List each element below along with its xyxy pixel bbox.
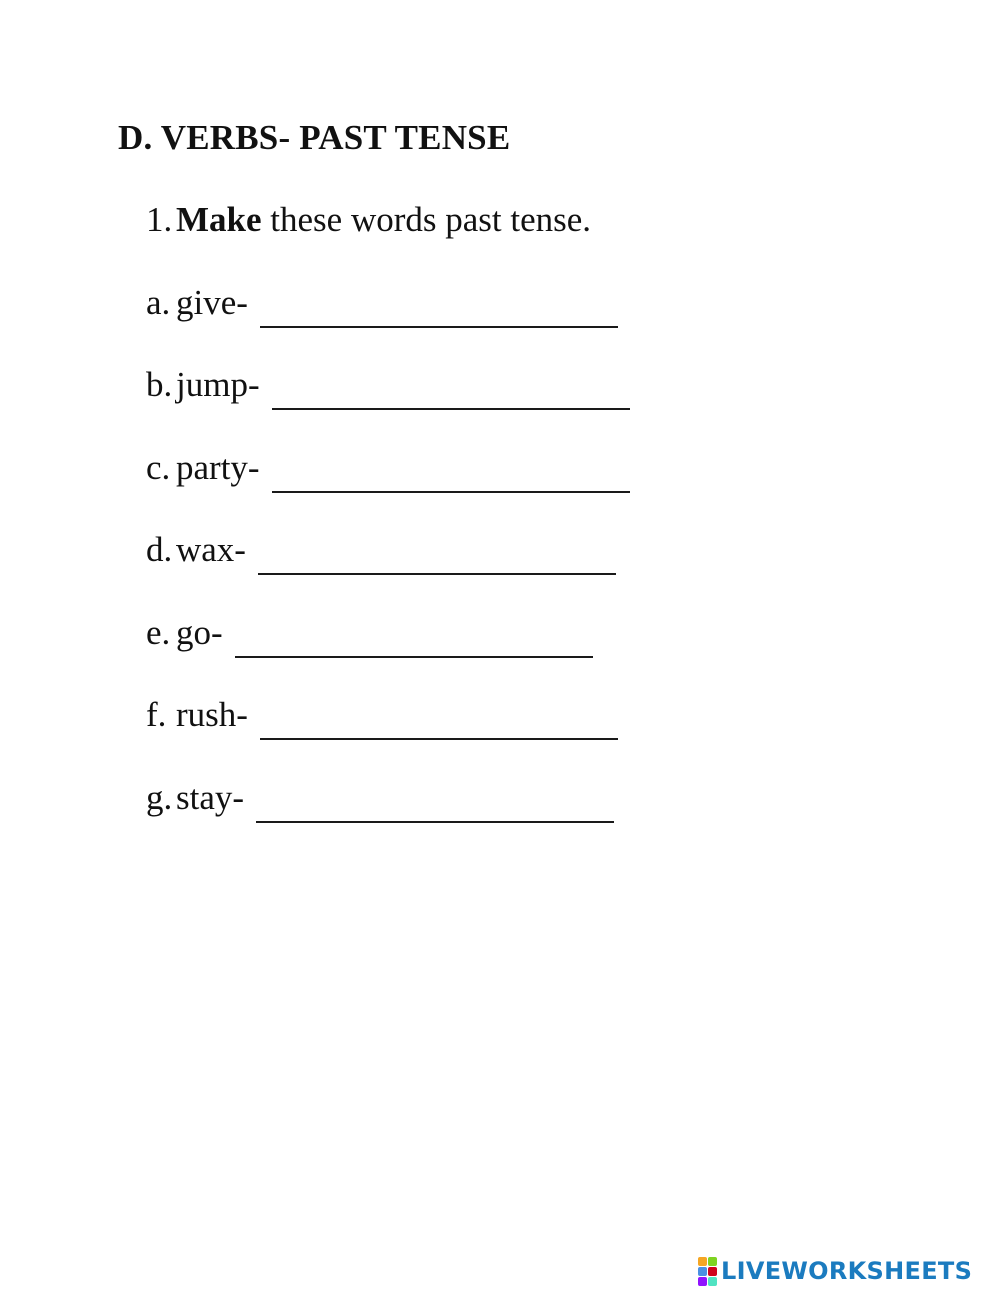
list-item: [146, 283, 618, 323]
logo-mark-cell: [708, 1267, 717, 1276]
logo-mark-cell: [708, 1277, 717, 1286]
section-title: D. VERBS- PAST TENSE: [118, 118, 511, 157]
answer-input[interactable]: [272, 461, 630, 493]
logo-mark-cell: [708, 1257, 717, 1266]
logo-mark-cell: [698, 1277, 707, 1286]
item-letter: d.: [146, 530, 173, 569]
answer-input[interactable]: [258, 543, 616, 575]
logo-text: LIVEWORKSHEETS: [721, 1257, 973, 1285]
list-item: [146, 448, 630, 488]
list-item: [146, 695, 618, 735]
item-word: wax-: [176, 530, 246, 569]
answer-input[interactable]: [260, 708, 618, 740]
logo-mark-cell: [698, 1267, 707, 1276]
item-word: party-: [176, 448, 260, 487]
answer-input[interactable]: [260, 296, 618, 328]
item-word: jump-: [176, 365, 260, 404]
item-letter: a.: [146, 283, 171, 322]
instruction-bold-word: Make: [176, 200, 262, 239]
logo-mark-cell: [698, 1257, 707, 1266]
list-item: [146, 530, 616, 570]
instruction: [146, 200, 591, 240]
item-word: stay-: [176, 778, 245, 817]
list-item: [146, 613, 593, 653]
item-letter: c.: [146, 448, 171, 487]
list-item: [146, 365, 630, 405]
item-letter: g.: [146, 778, 173, 817]
logo-mark-icon: [698, 1257, 717, 1286]
item-letter: e.: [146, 613, 171, 652]
answer-input[interactable]: [235, 626, 593, 658]
instruction-text: these words past tense.: [261, 200, 592, 239]
item-word: give-: [176, 283, 248, 322]
list-item: [146, 778, 614, 818]
item-letter: b.: [146, 365, 173, 404]
answer-input[interactable]: [256, 791, 614, 823]
instruction-number: 1.: [146, 200, 173, 239]
item-word: rush-: [176, 695, 248, 734]
item-word: go-: [176, 613, 223, 652]
item-letter: f.: [146, 695, 167, 734]
liveworksheets-logo: [698, 1256, 972, 1286]
answer-input[interactable]: [272, 378, 630, 410]
